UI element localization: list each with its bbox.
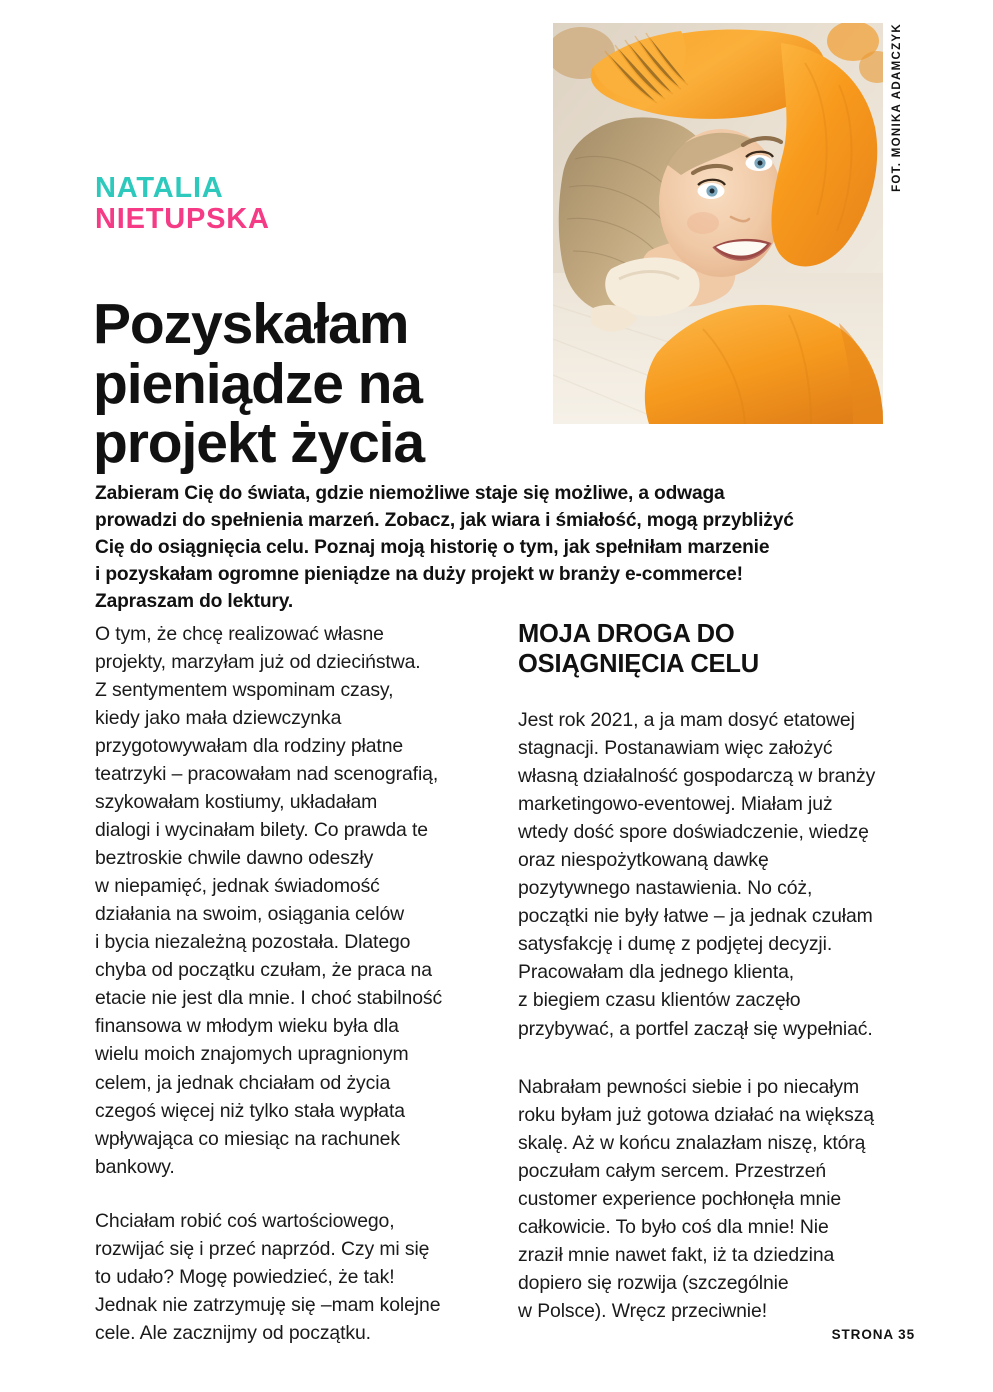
text-line: Jednak nie zatrzymuję się –mam kolejne — [95, 1293, 441, 1316]
hero-photo-illustration — [553, 23, 883, 424]
text-line: Z sentymentem wspominam czasy, — [95, 679, 394, 702]
text-line: kiedy jako mała dziewczynka — [95, 707, 342, 730]
text-line: teatrzyki – pracowałam nad scenografią, — [95, 763, 439, 786]
body-paragraph — [518, 706, 918, 1042]
section-heading-line: OSIĄGNIĘCIA CELU — [518, 649, 759, 678]
text-line: czegoś więcej niż tylko stała wypłata — [95, 1099, 405, 1122]
hero-photo — [553, 23, 883, 424]
text-line: beztroskie chwile dawno odeszły — [95, 847, 374, 870]
text-line: satysfakcję i dumę z podjętej decyzji. — [518, 933, 833, 956]
text-line: celem, ja jednak chciałam od życia — [95, 1071, 391, 1094]
lead-line: Zabieram Cię do świata, gdzie niemożliwe staje się możliwe, a odwaga — [95, 483, 725, 505]
text-line: Jest rok 2021, a ja mam dosyć etatowej — [518, 709, 855, 732]
text-line: marketingowo-eventowej. Miałam już — [518, 793, 833, 816]
text-line: zraził mnie nawet fakt, iż ta dziedzina — [518, 1243, 835, 1266]
headline-line: projekt życia — [93, 411, 425, 476]
text-line: O tym, że chcę realizować własne — [95, 623, 384, 645]
text-line: customer experience pochłonęła mnie — [518, 1187, 842, 1210]
body-paragraph — [95, 1207, 473, 1347]
text-line: chyba od początku czułam, że praca na — [95, 959, 432, 982]
body-paragraph — [95, 620, 473, 1181]
text-line: dialogi i wycinałam bilety. Co prawda te — [95, 819, 428, 842]
text-line: dopiero się rozwija (szczególnie — [518, 1271, 789, 1294]
text-line: oraz niespożytkowaną dawkę — [518, 849, 769, 872]
text-line: i bycia niezależną pozostała. Dlatego — [95, 931, 411, 954]
author-first-name: NATALIA — [95, 172, 224, 204]
text-line: wpływająca co miesiąc na rachunek — [95, 1127, 400, 1150]
text-line: szykowałam kostiumy, układałam — [95, 791, 378, 814]
text-line: projekty, marzyłam już od dzieciństwa. — [95, 651, 421, 674]
text-line: Pracowałam dla jednego klienta, — [518, 961, 795, 984]
text-line: pozytywnego nastawienia. No cóż, — [518, 877, 813, 900]
lead-line: Cię do osiągnięcia celu. Poznaj moją historię o tym, jak spełniłam marzenie — [95, 536, 770, 558]
text-line: Chciałam robić coś wartościowego, — [95, 1209, 395, 1232]
text-line: w niepamięć, jednak świadomość — [95, 875, 380, 898]
text-line: z biegiem czasu klientów zaczęło — [518, 989, 801, 1012]
photo-credit — [884, 23, 910, 253]
text-line: działania na swoim, osiągania celów — [95, 903, 405, 926]
text-line: przygotowywałam dla rodziny płatne — [95, 735, 404, 758]
author-last-name: NIETUPSKA — [95, 203, 270, 236]
body-paragraph — [518, 1073, 918, 1325]
text-line: własną działalność gospodarczą w branży — [518, 765, 876, 788]
photo-credit-text: FOT. MONIKA ADAMCZYK — [891, 23, 903, 192]
text-line: roku byłam już gotowa działać na większą — [518, 1103, 874, 1126]
text-line: wtedy dość spore doświadczenie, wiedzę — [518, 821, 869, 844]
text-line: to udało? Mogę powiedzieć, że tak! — [95, 1265, 395, 1288]
text-line: poczułam całym sercem. Przestrzeń — [518, 1159, 827, 1182]
lead-line: Zapraszam do lektury. — [95, 590, 294, 612]
text-line: bankowy. — [95, 1155, 175, 1178]
text-line: stagnacji. Postanawiam więc założyć — [518, 737, 833, 760]
text-line: cele. Ale zacznijmy od początku. — [95, 1321, 371, 1344]
article-lead — [95, 481, 920, 615]
headline-line: pieniądze na — [93, 351, 422, 416]
headline-line: Pozyskałam — [93, 292, 409, 357]
text-line: wielu moich znajomych upragnionym — [95, 1043, 409, 1066]
text-line: etacie nie jest dla mnie. I choć stabilność — [95, 987, 443, 1010]
text-line: rozwijać się i przeć naprzód. Czy mi się — [95, 1237, 430, 1260]
text-line: Nabrałam pewności siebie i po niecałym — [518, 1075, 860, 1098]
author-name — [95, 173, 270, 236]
body-column-left — [95, 620, 473, 1347]
section-heading-line: MOJA DROGA DO — [518, 620, 735, 648]
body-column-right — [518, 620, 918, 1355]
text-line: w Polsce). Wręcz przeciwnie! — [518, 1299, 767, 1322]
lead-line: prowadzi do spełnienia marzeń. Zobacz, jak wiara i śmiałość, mogą przybliżyć — [95, 510, 794, 532]
section-heading — [518, 620, 918, 679]
lead-line: i pozyskałam ogromne pieniądze na duży projekt w branży e-commerce! — [95, 563, 743, 585]
text-line: skalę. Aż w końcu znalazłam niszę, którą — [518, 1131, 866, 1154]
text-line: przybywać, a portfel zaczął się wypełniać. — [518, 1017, 873, 1040]
article-headline — [93, 292, 513, 476]
page-number: STRONA 35 — [831, 1327, 915, 1342]
text-line: początki nie były łatwe – ja jednak czułam — [518, 905, 873, 928]
text-line: całkowicie. To było coś dla mnie! Nie — [518, 1215, 829, 1238]
text-line: finansowa w młodym wieku była dla — [95, 1015, 399, 1038]
